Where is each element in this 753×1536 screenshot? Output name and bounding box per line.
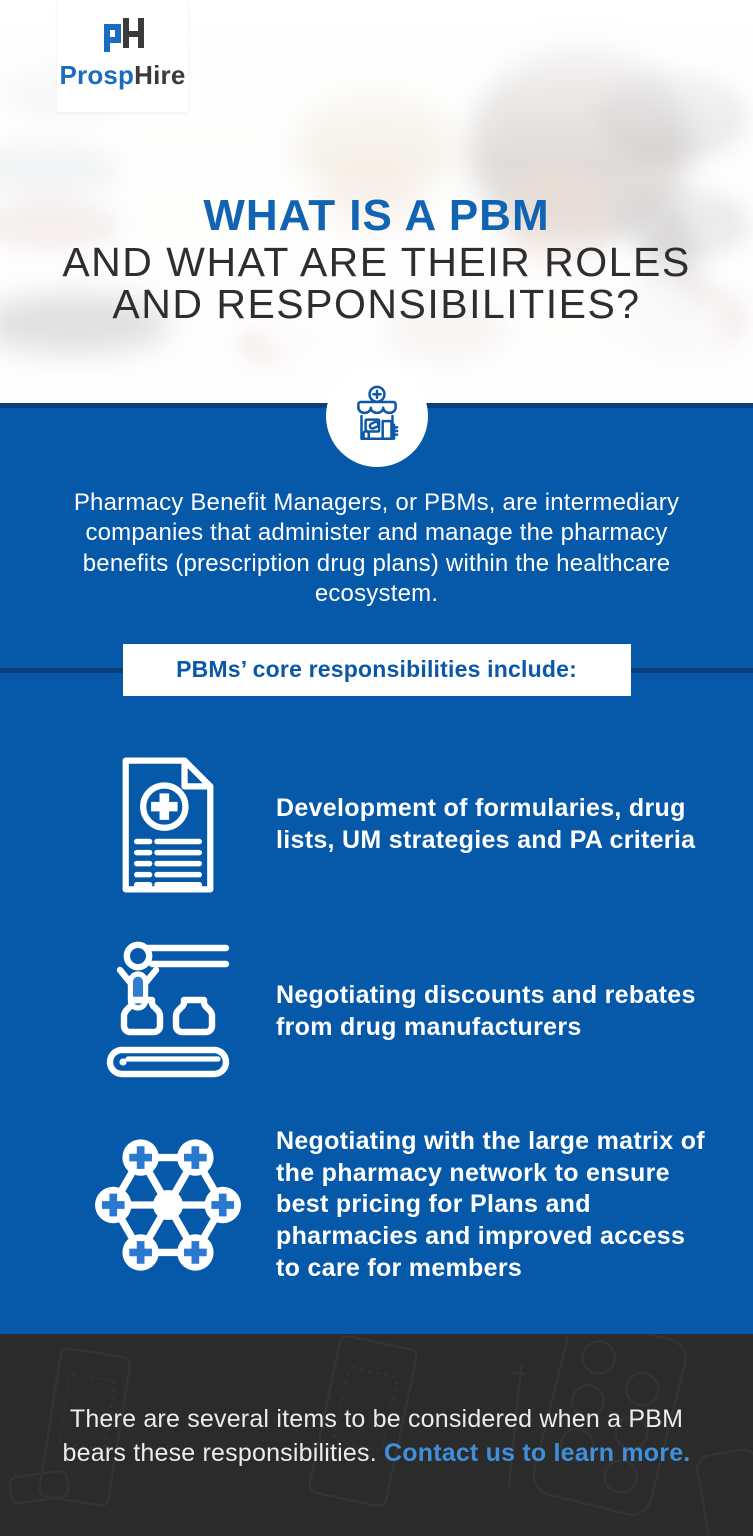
pharmacy-network-icon [88, 1130, 248, 1280]
hero-section [0, 0, 753, 403]
banner-box [123, 644, 631, 696]
prosphire-wordmark: ProspHire [59, 60, 186, 90]
banner-label: PBMs’ core responsibilities include: [176, 656, 577, 683]
responsibilities-list [0, 752, 753, 1285]
footer-section [0, 1334, 753, 1536]
prosphire-logo-mark [100, 16, 146, 56]
footer-message [41, 1334, 713, 1470]
list-item [0, 938, 753, 1086]
page-title [0, 191, 753, 327]
pharmacy-storefront-icon [346, 385, 408, 447]
drug-manufacturer-conveyor-icon [88, 938, 248, 1086]
title-line-3: AND RESPONSIBILITIES? [112, 280, 641, 327]
prosphire-logo [57, 0, 188, 112]
footer-statement: There are several items to be considered when a PBM bears these responsibilities. [62, 1405, 684, 1467]
title-line-2: AND WHAT ARE THEIR ROLES [62, 239, 691, 285]
core-responsibilities-banner [0, 644, 753, 696]
pbm-definition-text: Pharmacy Benefit Managers, or PBMs, are intermediary companies that administer and manage the pharmacy benefits (prescription drug plans) within the healthcare ecosystem. [73, 489, 680, 608]
responsibility-text: Development of formularies, drug lists, UM strategies and PA criteria [276, 794, 696, 854]
formulary-document-icon [88, 752, 248, 898]
responsibility-text: Negotiating discounts and rebates from drug manufacturers [276, 981, 696, 1041]
list-item [0, 752, 753, 898]
pbm-definition-section [0, 403, 753, 1334]
title-line-1: WHAT IS A PBM [203, 191, 550, 240]
responsibility-text: Negotiating with the large matrix of the pharmacy network to ensure best pricing for Plans and pharmacies and improved access to care for members [276, 1126, 705, 1282]
pharmacy-storefront-badge [326, 365, 428, 467]
list-item [0, 1126, 753, 1285]
contact-us-link[interactable]: Contact us to learn more. [384, 1439, 691, 1467]
